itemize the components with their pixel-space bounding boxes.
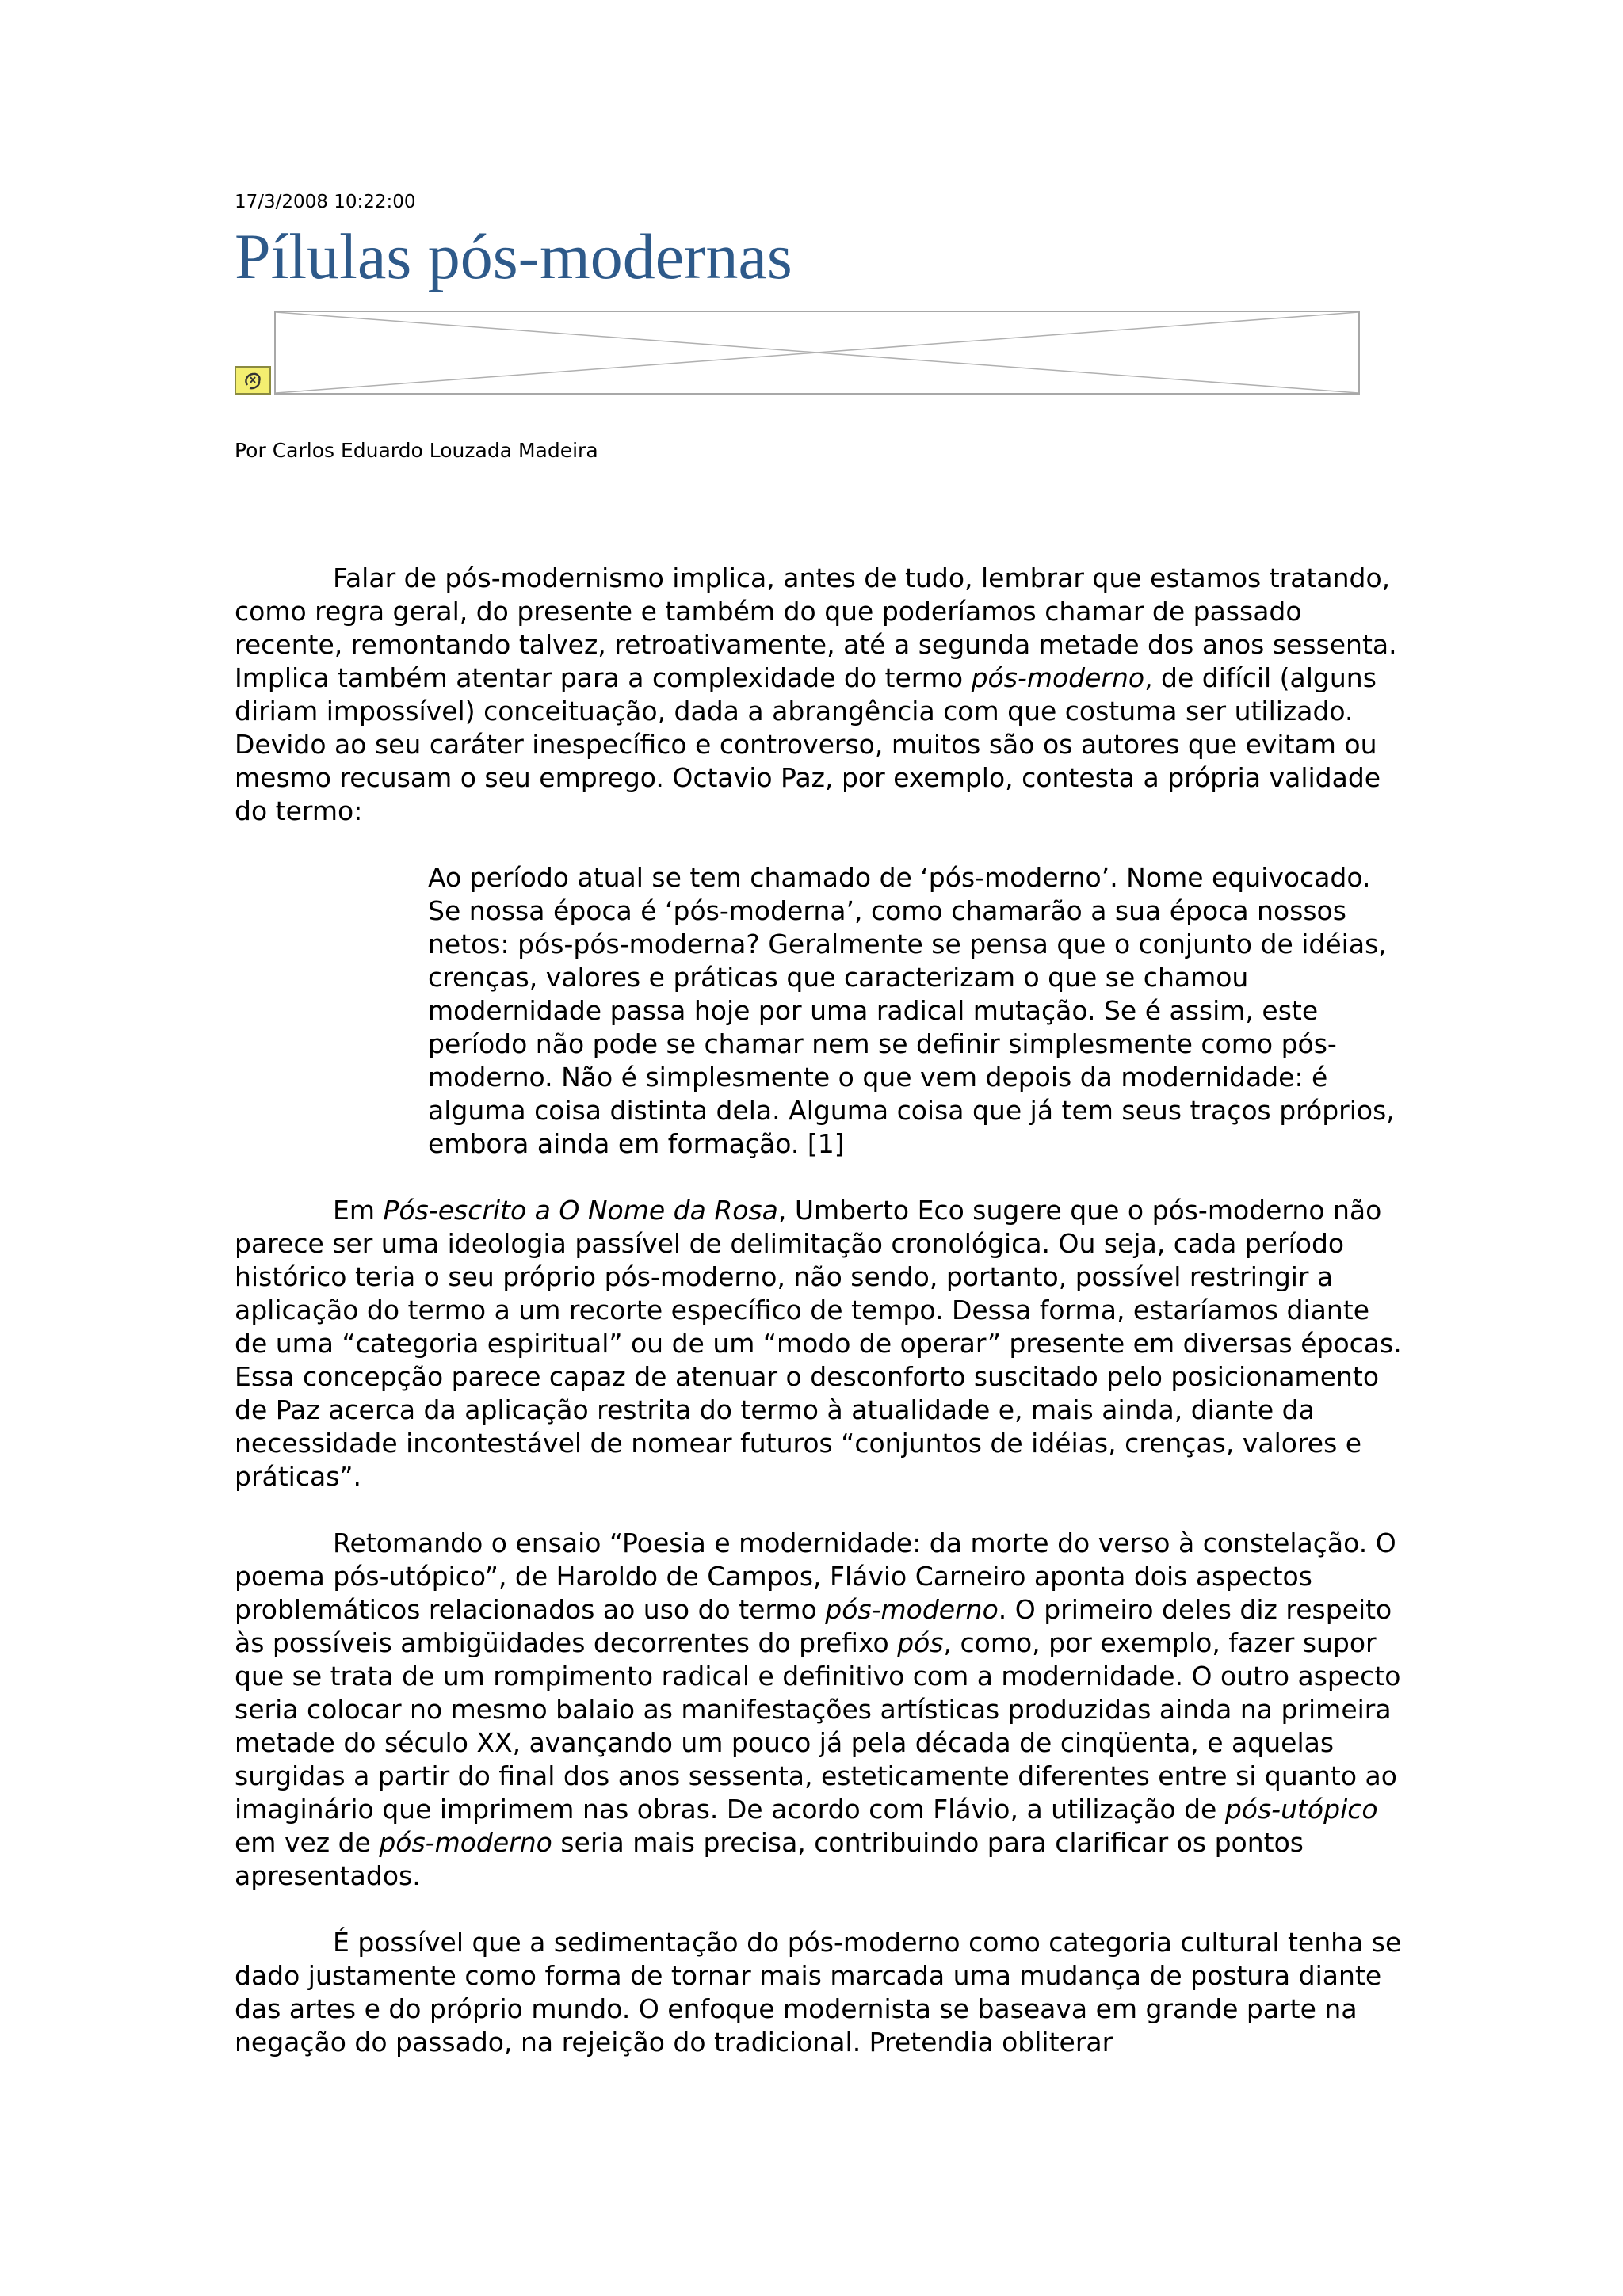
article-body [235,562,1404,2059]
italic-term: pós-utópico [1224,1794,1378,1825]
document-page [235,190,1407,2059]
italic-book-title: Pós-escrito a O Nome da Rosa [383,1195,778,1226]
banner-row [235,311,1407,398]
italic-term: pós-moderno [379,1827,552,1858]
italic-term: pós-moderno [825,1594,999,1625]
timestamp: 17/3/2008 10:22:00 [235,192,416,212]
paragraph-text: , como, por exemplo, fazer supor que se trata de um rompimento radical e definitivo com a modernidade. O outro aspecto seria colocar no mesmo balaio as manifestações artísticas produzidas ainda na primeira metade do século XX, avançando um pouco já pela década de cinqüenta, e aquelas surgidas a partir do final dos anos sessenta, esteticamente diferentes entre si quanto ao imaginário que imprimem nas obras. De acordo com Flávio, a utilização de [235,1627,1401,1825]
paragraph-2 [235,1194,1404,1493]
paragraph-3 [235,1527,1404,1893]
paragraph-1 [235,562,1404,828]
paragraph-text: em vez de [235,1827,380,1858]
paragraph-text: Retomando o ensaio “Poesia e modernidade: da morte do verso à constelação. O poema pós-utópico”, de Haroldo de Campos, Flávio Carneiro aponta dois aspectos problemáticos relacionados ao uso do termo [235,1527,1396,1625]
paragraph-4: É possível que a sedimentação do pós-moderno como categoria cultural tenha se dado justamente como forma de tornar mais marcada uma mudança de postura diante das artes e do próprio mundo. O enfoque modernista se baseava em grande parte na negação do passado, na rejeição do tradicional. Pretendia obliterar [235,1927,1402,2058]
page-title: Pílulas pós-modernas [235,220,792,292]
block-quote: Ao período atual se tem chamado de ‘pós-moderno’. Nome equivocado. Se nossa época é ‘pós-moderna’, como chamarão a sua época nossos netos: pós-pós-moderna? Geralmente se pensa que o conjunto de idéias, crenças, valores e práticas que caracterizam o que se chamou modernidade passa hoje por uma radical mutação. Se é assim, este período não pode se chamar nem se definir simplesmente como pós-moderno. Não é simplesmente o que vem depois da modernidade: é alguma coisa distinta dela. Alguma coisa que já tem seus traços próprios, embora ainda em formação. [1] [428,862,1395,1159]
italic-term: pós [897,1627,944,1658]
paragraph-text: Falar de pós-modernismo implica, antes de tudo, lembrar que estamos tratando, como regra geral, do presente e também do que poderíamos chamar de passado recente, remontando talvez, retroativamente, até a segunda metade dos anos sessenta. Implica também atentar para a complexidade do termo [235,563,1397,693]
paragraph-text: , de difícil (alguns diriam impossível) conceituação, dada a abrangência com que costuma ser utilizado. Devido ao seu caráter inespecífico e controverso, muitos são os autores que evitam ou mesmo recusam o seu emprego. Octavio Paz, por exemplo, contesta a própria validade do termo: [235,662,1381,826]
broken-image-glyph [236,368,269,393]
paragraph-text: Em [333,1195,384,1226]
italic-term: pós-moderno [971,662,1145,693]
paragraph-text: . O primeiro deles diz respeito às possíveis ambigüidades decorrentes do prefixo [235,1594,1392,1658]
placeholder-cross-lines [276,312,1358,393]
image-placeholder [274,311,1360,395]
byline: Por Carlos Eduardo Louzada Madeira [235,439,598,462]
paragraph-text: , Umberto Eco sugere que o pós-moderno não parece ser uma ideologia passível de delimitação cronológica. Ou seja, cada período histórico teria o seu próprio pós-moderno, não sendo, portanto, possível restringir a aplicação do termo a um recorte específico de tempo. Dessa forma, estaríamos diante de uma “categoria espiritual” ou de um “modo de operar” presente em diversas épocas. Essa concepção parece capaz de atenuar o desconforto suscitado pelo posicionamento de Paz acerca da aplicação restrita do termo à atualidade e, mais ainda, diante da necessidade incontestável de nomear futuros “conjuntos de idéias, crenças, valores e práticas”. [235,1195,1402,1492]
paragraph-text: seria mais precisa, contribuindo para clarificar os pontos apresentados. [235,1827,1304,1891]
broken-image-icon [235,366,271,395]
